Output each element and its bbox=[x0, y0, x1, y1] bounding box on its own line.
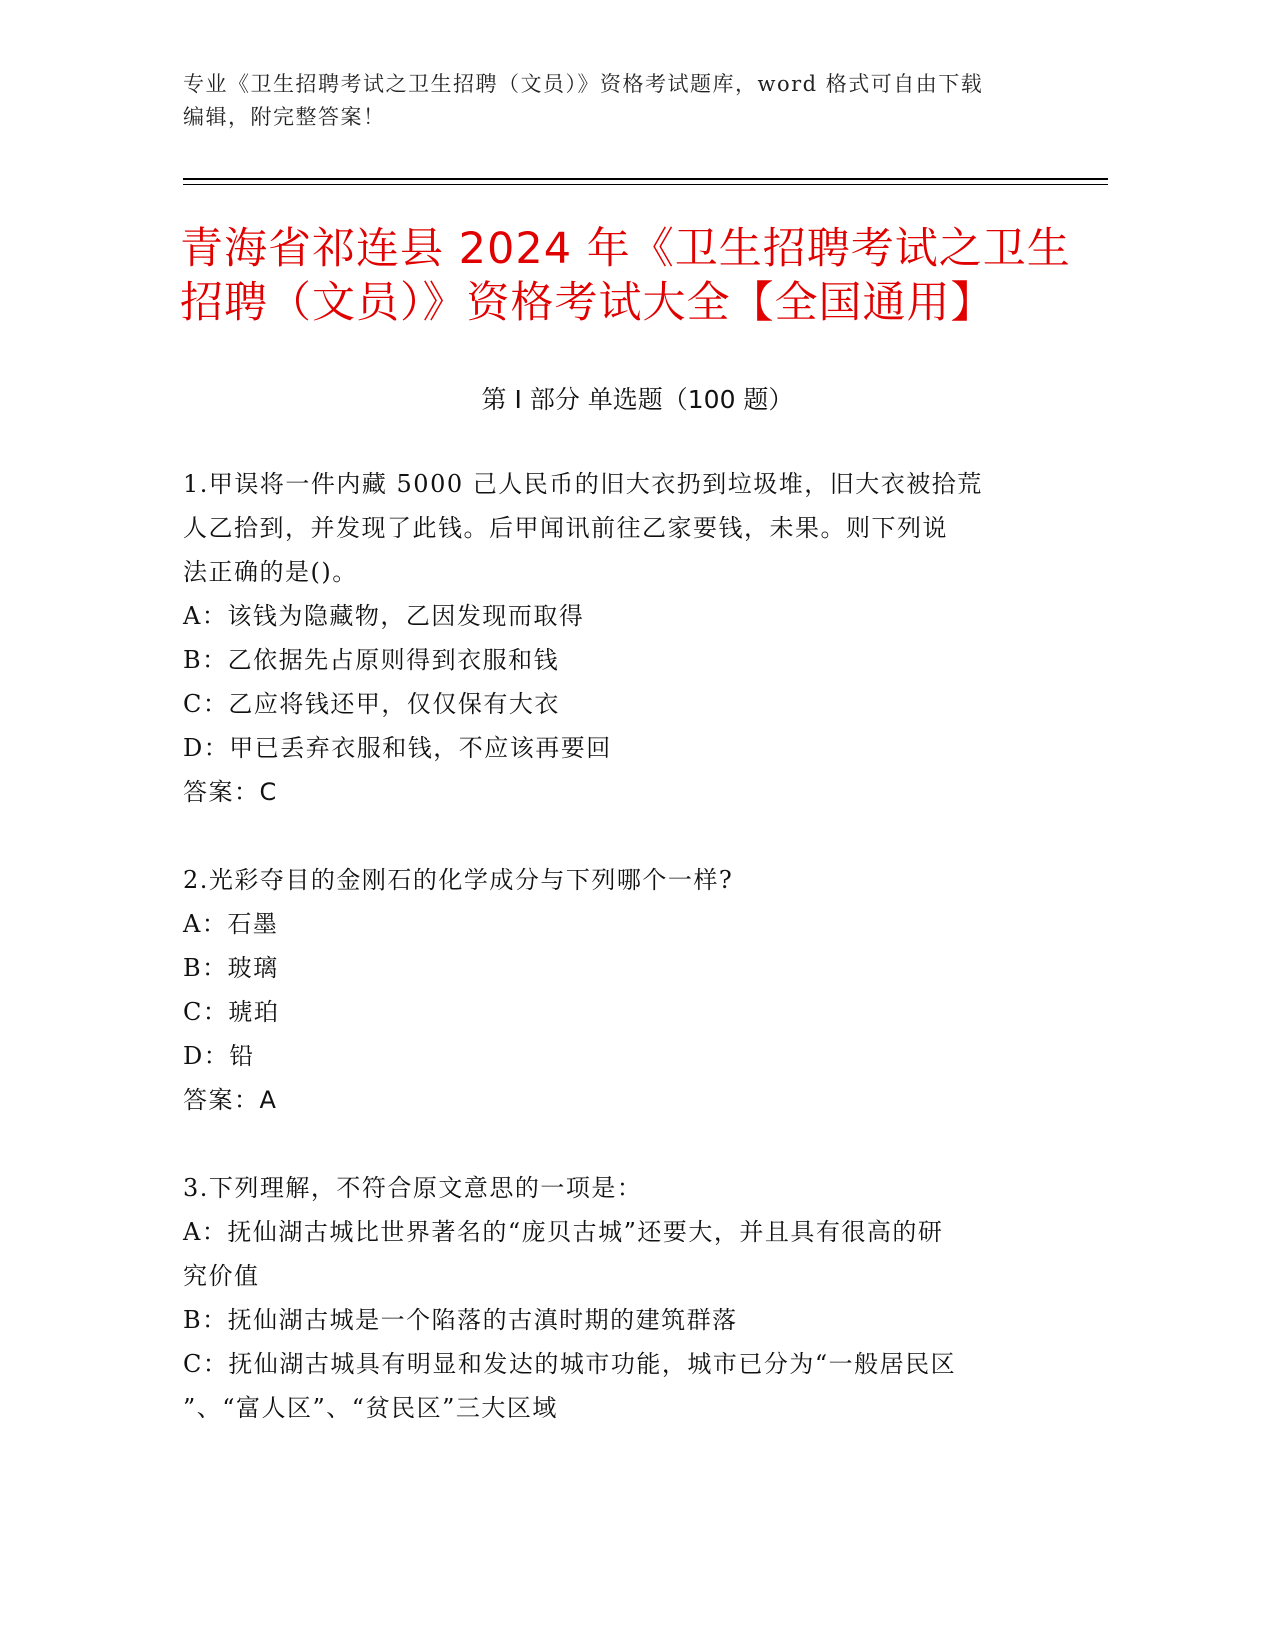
question-list bbox=[183, 462, 1043, 1474]
option-line: C：琥珀 bbox=[183, 998, 280, 1026]
option-line: B：玻璃 bbox=[183, 954, 279, 982]
option-line: D：甲已丢弃衣服和钱，不应该再要回 bbox=[183, 734, 612, 762]
option-line: A：该钱为隐藏物，乙因发现而取得 bbox=[183, 602, 585, 630]
option-line: ”、“富人区”、“贫民区”三大区域 bbox=[183, 1394, 558, 1422]
title-line: 青海省祁连县 2024 年《卫生招聘考试之卫生 bbox=[180, 224, 1071, 274]
question-block bbox=[183, 1166, 1043, 1430]
title-line: 招聘（文员）》资格考试大全【全国通用】 bbox=[180, 278, 995, 328]
header-note bbox=[183, 68, 1063, 134]
question-block bbox=[183, 858, 1043, 1122]
question-stem-line: 3.下列理解，不符合原文意思的一项是： bbox=[183, 1174, 643, 1202]
document-title bbox=[180, 222, 1080, 330]
question-stem-line: 人乙拾到，并发现了此钱。后甲闻讯前往乙家要钱，未果。则下列说 bbox=[183, 514, 948, 542]
header-divider-thick bbox=[183, 178, 1108, 180]
option-line: 究价值 bbox=[183, 1262, 260, 1290]
option-line: C：抚仙湖古城具有明显和发达的城市功能，城市已分为“一般居民区 bbox=[183, 1350, 957, 1378]
section-heading: 第 I 部分 单选题（100 题） bbox=[481, 385, 794, 414]
answer-line: 答案：A bbox=[183, 1086, 278, 1114]
option-line: A：抚仙湖古城比世界著名的“庞贝古城”还要大，并且具有很高的研 bbox=[183, 1218, 944, 1246]
question-block bbox=[183, 462, 1043, 814]
header-note-line: 编辑，附完整答案！ bbox=[183, 105, 386, 129]
option-line: D：铅 bbox=[183, 1042, 255, 1070]
header-divider-thin bbox=[183, 184, 1108, 185]
question-stem-line: 法正确的是()。 bbox=[183, 558, 358, 586]
option-line: A：石墨 bbox=[183, 910, 279, 938]
question-stem-line: 1.甲误将一件内藏 5000 己人民币的旧大衣扔到垃圾堆，旧大衣被拾荒 bbox=[183, 470, 983, 498]
option-line: B：乙依据先占原则得到衣服和钱 bbox=[183, 646, 560, 674]
question-stem-line: 2.光彩夺目的金刚石的化学成分与下列哪个一样? bbox=[183, 866, 734, 894]
header-note-line: 专业《卫生招聘考试之卫生招聘（文员）》资格考试题库，word 格式可自由下载 bbox=[183, 72, 984, 96]
option-line: B：抚仙湖古城是一个陷落的古滇时期的建筑群落 bbox=[183, 1306, 738, 1334]
option-line: C：乙应将钱还甲，仅仅保有大衣 bbox=[183, 690, 560, 718]
answer-line: 答案：C bbox=[183, 778, 278, 806]
